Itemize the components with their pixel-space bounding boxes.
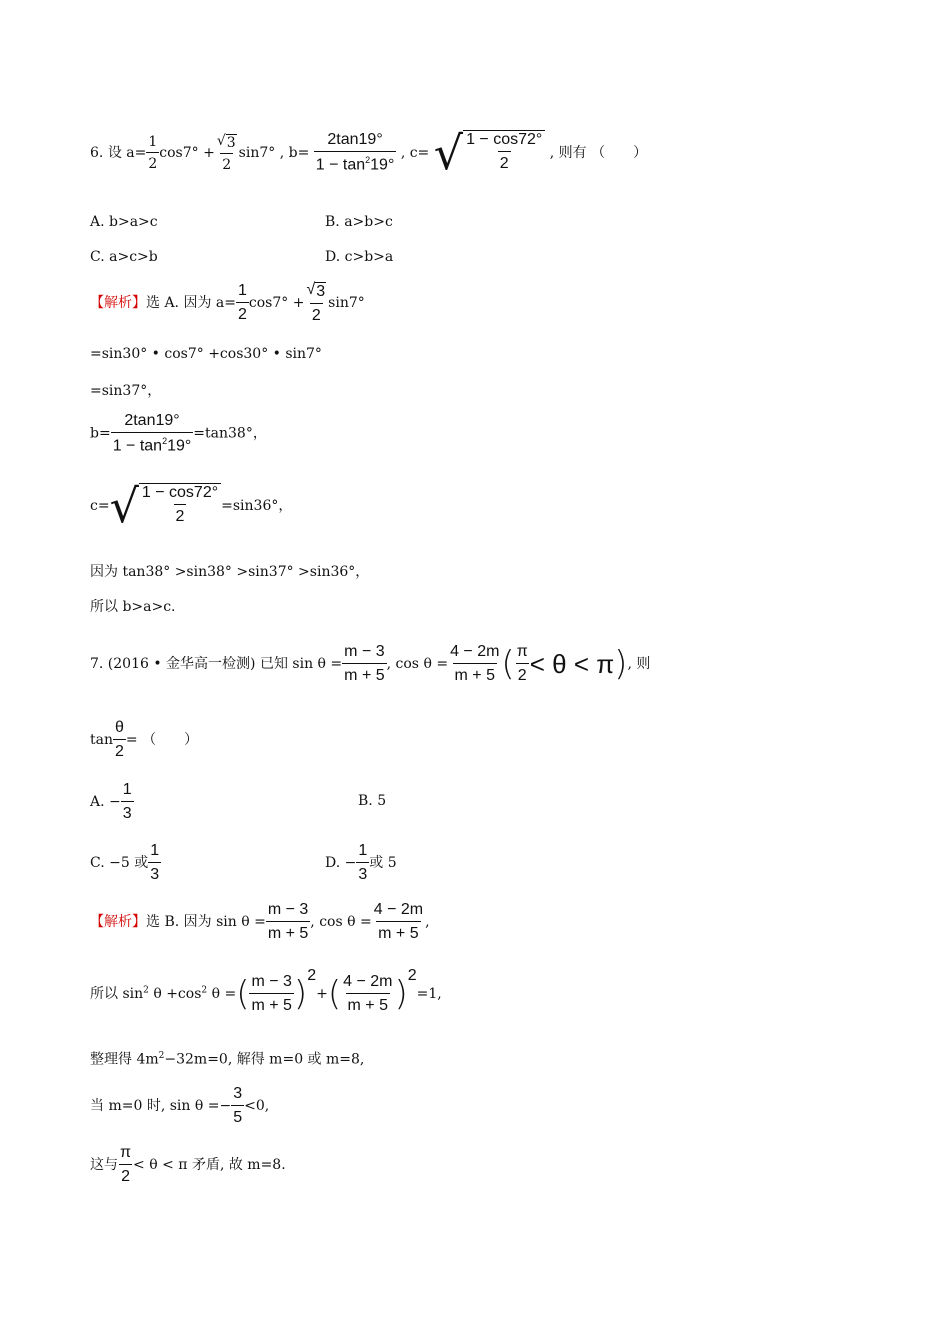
fraction: $\frac{1}{2}$ — [148, 134, 158, 172]
fraction: $\frac{m - 3}{m + 5}$ — [251, 973, 292, 1014]
fraction: $\frac{2\tan 19^\circ}{1 - \tan^219^\circ}$ — [315, 131, 395, 174]
analysis-tag: 【解析】 — [90, 295, 146, 311]
q7-option-d: D. − $\frac{1}{3}$ 或 5 — [325, 842, 397, 883]
fraction: $\frac{1}{3}$ — [150, 842, 160, 883]
q6-option-d: D. c>b>a — [325, 249, 394, 265]
analysis-tag: 【解析】 — [90, 914, 146, 930]
fraction: $\frac{4 - 2m}{m + 5}$ — [373, 901, 424, 942]
q7-option-a: A. − $\frac{1}{3}$ — [90, 781, 132, 822]
q7-solution-line1: 【解析】选 B. 因为 sin θ = $\frac{m - 3}{m + 5}$ , cos θ = $\frac{4 - 2m}{m + 5}$ , — [90, 901, 430, 942]
q7-solution-line2: 所以 $\sin^2 \theta +\cos^2$ θ =( $\frac{m - 3}{m + 5}$ )$^2$+( $\frac{4 - 2m}{m + 5}$ )$^2$=1, — [90, 967, 442, 1014]
fraction: $\frac{4 - 2m}{m + 5}$ — [450, 643, 500, 684]
fraction: √ 3 2 — [306, 281, 326, 324]
fraction: $\frac{4 - 2m}{m + 5}$ — [343, 973, 393, 1014]
sqrt-icon: √ $\frac{1 - \cos 72^\circ}{2}$ — [434, 130, 546, 176]
fraction: $\frac{1}{3}$ — [122, 781, 132, 822]
fraction: $\frac{m - 3}{m + 5}$ — [267, 901, 309, 942]
q7-stem: 7. (2016 • 金华高一检测) 已知 sin θ = $\frac{m - 3}{m + 5}$ , cos θ = $\frac{4 - 2m}{m + 5}$ ( $\frac{\pi}{2}$ < θ < π), 则 — [90, 643, 651, 684]
sqrt-icon: √ $\frac{1 - \cos 72^\circ}{2}$ — [110, 483, 222, 529]
q7-option-b: B. 5 — [358, 793, 387, 809]
fraction: $\frac{1}{3}$ — [358, 842, 368, 883]
fraction: $\frac{1}{2}$ — [238, 282, 247, 323]
q6-solution-line1: 【解析】选 A. 因为 a= $\frac{1}{2}$ cos7° + √ 3 2 sin7° — [90, 281, 365, 324]
q6-solution-line3: =sin37°， — [90, 383, 162, 399]
q6-solution-line7: 所以 b>a>c. — [90, 599, 176, 615]
sqrt-icon: √ 3 — [306, 281, 326, 300]
fraction: $\frac{2\tan 19^\circ}{1 - \tan^219^\circ}$ — [112, 412, 192, 455]
sqrt-icon: √ 3 — [216, 133, 236, 151]
q6-solution-line6: 因为 tan38° >sin38° >sin37° >sin36°， — [90, 564, 370, 580]
q7-option-c: C. −5 或 $\frac{1}{3}$ — [90, 842, 160, 883]
q6-number: 6. — [90, 145, 104, 161]
q7-solution-line5: 这与 $\frac{\pi}{2}$ < θ < π 矛盾, 故 m=8. — [90, 1144, 286, 1185]
q6-option-a: A. b>a>c — [90, 214, 158, 230]
q7-stem-tan: tan $\frac{\theta}{2}$ = （ ） — [90, 719, 199, 760]
fraction: $\frac{\pi}{2}$ — [120, 1144, 132, 1185]
q7-solution-line3: 整理得 $4m^2-32m=0$, 解得 m=0 或 m=8, — [90, 1051, 365, 1068]
q6-solution-b: b= $\frac{2\tan 19^\circ}{1 - \tan^219^\circ}$ =tan38°， — [90, 412, 267, 455]
q6-stem: 6. 设 a= $\frac{1}{2}$ cos7° + √ 3 2 sin7° , b= $\frac{2\tan 19^\circ}{1 - \tan^219^\circ}$ , c= √ $\frac{1 - \cos 72^\circ}{2}$ , 则有 （ ） — [90, 126, 648, 180]
fraction: $\frac{\pi}{2}$ — [516, 643, 528, 684]
q6-option-c: C. a>c>b — [90, 249, 158, 265]
fraction: $\frac{3}{5}$ — [233, 1085, 243, 1126]
fraction: $\frac{\theta}{2}$ — [115, 719, 124, 760]
q7-solution-line4: 当 m=0 时, sin θ =− $\frac{3}{5}$ <0, — [90, 1085, 270, 1126]
fraction: √ 3 2 — [216, 133, 236, 173]
q6-solution-c: c= √ $\frac{1 - \cos 72^\circ}{2}$ =sin36°， — [90, 479, 293, 533]
q6-option-b: B. a>b>c — [325, 214, 393, 230]
fraction: $\frac{m - 3}{m + 5}$ — [344, 643, 385, 684]
q6-solution-line2: =sin30° • cos7° +cos30° • sin7° — [90, 346, 322, 362]
